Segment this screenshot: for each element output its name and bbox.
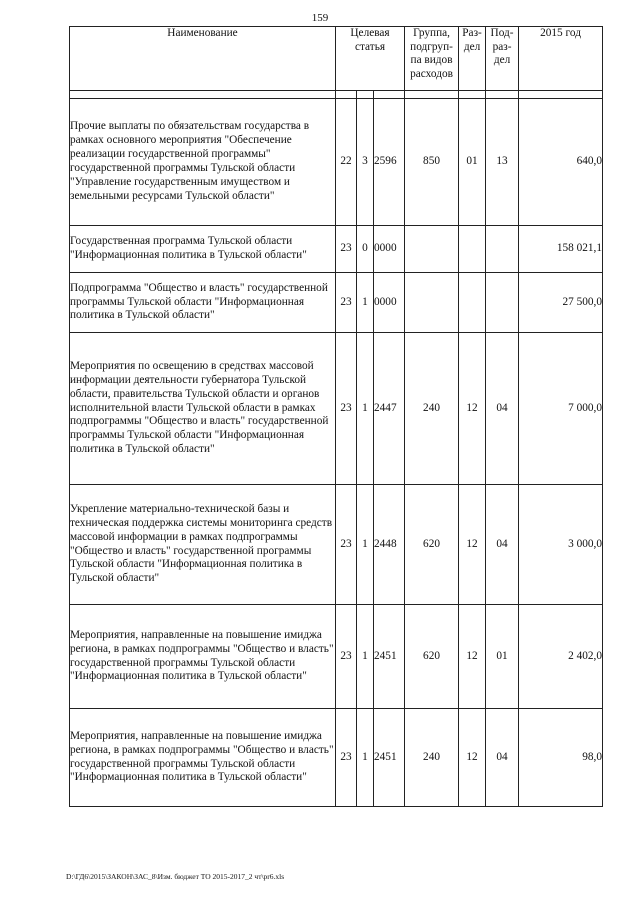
row-target-program: 23 (336, 226, 357, 273)
header-spacer-row (70, 91, 603, 99)
row-target-subprogram: 3 (357, 99, 374, 226)
row-target-code: 2451 (374, 605, 405, 709)
row-expense-group: 850 (405, 99, 459, 226)
row-amount: 158 021,1 (519, 226, 603, 273)
table-row (70, 485, 603, 605)
table-row (70, 226, 603, 273)
row-section: 12 (459, 605, 486, 709)
header-name: Наименование (70, 27, 336, 91)
row-target-code: 0000 (374, 273, 405, 333)
table-header-row (70, 27, 603, 91)
row-subsection (486, 226, 519, 273)
row-amount: 98,0 (519, 709, 603, 807)
page-number: 159 (311, 12, 329, 24)
row-target-program: 23 (336, 605, 357, 709)
row-target-subprogram: 0 (357, 226, 374, 273)
row-target-code: 2448 (374, 485, 405, 605)
row-target-program: 22 (336, 99, 357, 226)
row-name: Подпрограмма "Общество и власть" государственной программы Тульской области "Информационная политика в Тульской области" (70, 273, 336, 333)
header-year: 2015 год (519, 27, 603, 91)
row-target-code: 2596 (374, 99, 405, 226)
row-target-subprogram: 1 (357, 333, 374, 485)
row-expense-group: 620 (405, 605, 459, 709)
table-row (70, 605, 603, 709)
row-target-code: 2447 (374, 333, 405, 485)
row-expense-group: 620 (405, 485, 459, 605)
file-path-footer: D:\ГД6\2015\ЗАКОН\ЗАС_8\Изм. бюджет ТО 2015-2017_2 чт\pr6.xls (66, 872, 285, 881)
row-target-program: 23 (336, 333, 357, 485)
row-amount: 640,0 (519, 99, 603, 226)
row-section: 12 (459, 333, 486, 485)
row-section: 12 (459, 485, 486, 605)
row-target-subprogram: 1 (357, 605, 374, 709)
row-amount: 7 000,0 (519, 333, 603, 485)
row-name: Мероприятия, направленные на повышение имиджа региона, в рамках подпрограммы "Общество и власть" государственной программы Тульской области "Информационная политика в Тульской области" (70, 605, 336, 709)
table-row (70, 273, 603, 333)
row-section (459, 273, 486, 333)
row-name: Мероприятия по освещению в средствах массовой информации деятельности губернатора Тульской области, правительства Тульской области и органов исполнительной власти Тульской области в рамках подпрограммы "Общество и власть" государственной программы Тульской области "Информационная политика в Тульской области" (70, 333, 336, 485)
row-name: Укрепление материально-технической базы и техническая поддержка системы мониторинга средств массовой информации в рамках подпрограммы "Общество и власть" государственной программы Тульской области "Информационная политика в Тульской области" (70, 485, 336, 605)
header-target: Целевая статья (336, 27, 405, 91)
row-target-program: 23 (336, 273, 357, 333)
header-section: Раз-дел (459, 27, 486, 91)
row-subsection: 01 (486, 605, 519, 709)
row-expense-group (405, 273, 459, 333)
row-amount: 27 500,0 (519, 273, 603, 333)
header-subsection: Под-раз-дел (486, 27, 519, 91)
row-name: Прочие выплаты по обязательствам государства в рамках основного мероприятия "Обеспечение реализации государственной программы" государственной программы Тульской области "Управление государственным имуществом и земельными ресурсами Тульской области" (70, 99, 336, 226)
header-group: Группа, подгруп-па видов расходов (405, 27, 459, 91)
row-target-subprogram: 1 (357, 709, 374, 807)
row-expense-group (405, 226, 459, 273)
table-row (70, 99, 603, 226)
row-amount: 2 402,0 (519, 605, 603, 709)
table-row (70, 709, 603, 807)
row-name: Государственная программа Тульской области "Информационная политика в Тульской области" (70, 226, 336, 273)
row-amount: 3 000,0 (519, 485, 603, 605)
row-target-subprogram: 1 (357, 485, 374, 605)
row-subsection: 04 (486, 333, 519, 485)
row-subsection: 13 (486, 99, 519, 226)
row-target-code: 0000 (374, 226, 405, 273)
row-name: Мероприятия, направленные на повышение имиджа региона, в рамках подпрограммы "Общество и власть" государственной программы Тульской области "Информационная политика в Тульской области" (70, 709, 336, 807)
budget-table (69, 26, 603, 807)
row-section: 12 (459, 709, 486, 807)
row-target-subprogram: 1 (357, 273, 374, 333)
row-section (459, 226, 486, 273)
row-expense-group: 240 (405, 333, 459, 485)
row-target-program: 23 (336, 485, 357, 605)
row-expense-group: 240 (405, 709, 459, 807)
table-row (70, 333, 603, 485)
row-subsection (486, 273, 519, 333)
row-target-code: 2451 (374, 709, 405, 807)
row-section: 01 (459, 99, 486, 226)
row-subsection: 04 (486, 485, 519, 605)
row-subsection: 04 (486, 709, 519, 807)
row-target-program: 23 (336, 709, 357, 807)
